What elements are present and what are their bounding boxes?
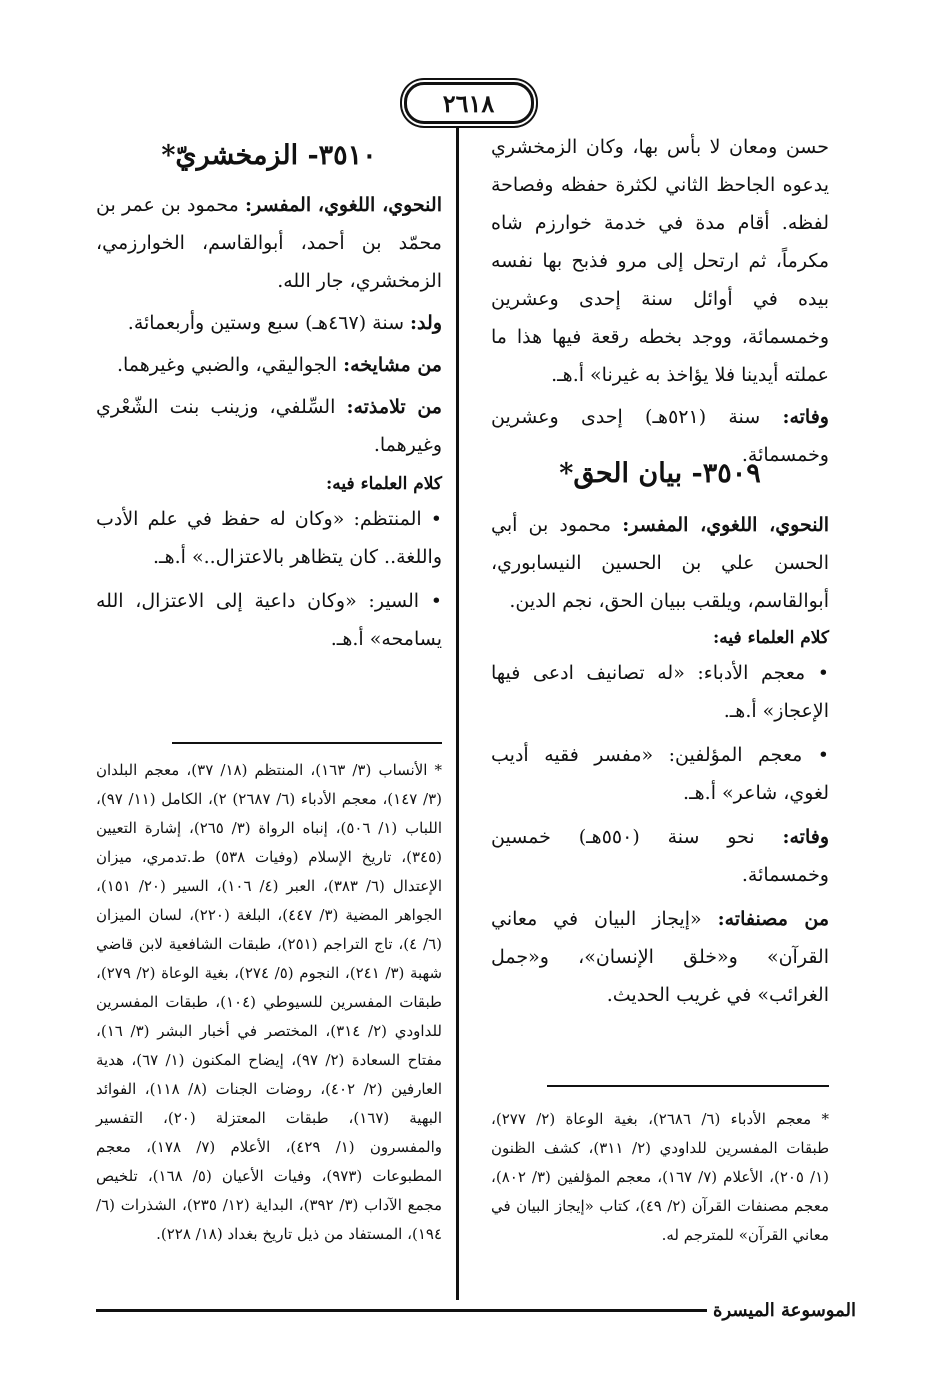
- quote-siyar: • السير: «وكان داعية إلى الاعتزال، الله يسامحه» أ.هـ.: [96, 582, 442, 658]
- footer-rule: [96, 1309, 707, 1312]
- left-footnote-block: [96, 742, 442, 1249]
- footer-title: الموسوعة الميسرة: [713, 1300, 856, 1321]
- page-number: ٢٦١٨: [404, 82, 534, 124]
- works: [491, 900, 829, 1014]
- description: [491, 506, 829, 620]
- works-label: من مصنفاته:: [717, 908, 830, 930]
- left-footnote: * الأنساب (٣/ ١٦٣)، المنتظم (١٨/ ٣٧)، معجم البلدان (٣/ ١٤٧)، معجم الأدباء (٦/ ٢٦٨٧) ٢)، الكامل (١١/ ٩٧)، اللباب (١/ ٥٠٦)، إنباه الرواة (٣/ ٢٦٥)، إشارة التعيين (٣٤٥)، تاريخ الإسلام (وفيات ٥٣٨) ط.تدمري، ميزان الإعتدال (٦/ ٣٨٣)، العبر (٤/ ١٠٦)، السير (٢٠/ ١٥١)، الجواهر المضية (٣/ ٤٤٧)، البلغة (٢٢٠)، لسان الميزان (٦/ ٤)، تاج التراجم (٢٥١)، طبقات الشافعية لابن قاضي شهبة (٣/ ٢٤١)، النجوم (٥/ ٢٧٤)، بغية الوعاة (٢/ ٢٧٩)، طبقات المفسرين للسيوطي (١٠٤)، طبقات المفسرين للداودي (٢/ ٣١٤)، المختصر في أخبار البشر (٣/ ١٦)، مفتاح السعادة (٢/ ٩٧)، إيضاح المكنون (١/ ٦٧)، هدية العارفين (٢/ ٤٠٢)، روضات الجنات (٨/ ١١٨)، الفوائد البهية (١٦٧)، طبقات المعتزلة (٢٠)، التفسير والمفسرون (١/ ٤٢٩)، الأعلام (٧/ ١٧٨)، معجم المطبوعات (٩٧٣)، وفيات الأعيان (٥/ ١٦٨)، تلخيص مجمع الآداب (٣/ ٣٩٢)، البداية (١٢/ ٢٣٥)، الشذرات (٦/ ١٩٤)، المستفاد من ذيل تاريخ بغداد (١٨/ ٢٢٨).: [96, 761, 443, 1243]
- right-entry: [491, 452, 829, 1014]
- description-text: محمود بن عمر بن محمّد بن أحمد، أبوالقاسم، الخوارزمي، الزمخشري، جار الله.: [96, 194, 442, 292]
- death-text: سنة (٥٢١هـ) إحدى وعشرين وخمسمائة.: [491, 406, 829, 466]
- entry-title-bayan-al-haqq: ٣٥٠٩- بيان الحق*: [559, 458, 761, 489]
- students-text: السِّلفي، وزينب بنت الشّعْري وغيرهما.: [96, 396, 442, 456]
- entry-title-zamakhshari: ٣٥١٠- الزمخشريّ*: [161, 140, 377, 171]
- born-line: [96, 304, 442, 342]
- footnote-rule: [172, 742, 442, 744]
- description-label: النحوي، اللغوي، المفسر:: [622, 514, 830, 536]
- born-text: سنة (٤٦٧هـ) سبع وستين وأربعمائة.: [127, 312, 404, 334]
- description: [96, 186, 442, 300]
- works-text: «إيجاز البيان في معاني القرآن» و«خلق الإنسان»، و«جمل الغرائب» في غريب الحديث.: [491, 908, 829, 1006]
- quote-muajam-udaba: • معجم الأدباء: «له تصانيف ادعى فيها الإعجاز» أ.هـ.: [491, 654, 829, 730]
- intro-paragraph: حسن ومعان لا بأس بها، وكان الزمخشري يدعوه الجاحظ الثاني لكثرة حفظه وفصاحة لفظه. أقام مدة في خدمة خوارزم شاه مكرماً، ثم ارتحل إلى مرو فذبح بها نفسه بيده في أوائل سنة إحدى وعشرين وخمسمائة، ووجد بخطه رقعة فيها هذا ما عملته أيدينا فلا يؤاخذ به غيرنا» أ.هـ.: [491, 136, 829, 386]
- death-label: وفاته:: [782, 406, 829, 428]
- born-label: ولد:: [410, 312, 442, 334]
- right-footnote-block: [491, 1085, 829, 1250]
- death-label-2: وفاته:: [782, 826, 829, 848]
- teachers-line: [96, 346, 442, 384]
- quote-muajam-muallifin: • معجم المؤلفين: «مفسر فقيه أديب لغوي، شاعر» أ.هـ.: [491, 736, 829, 812]
- scholars-heading: كلام العلماء فيه:: [713, 628, 829, 648]
- right-column: [491, 128, 829, 474]
- column-divider: [456, 128, 459, 1300]
- teachers-label: من مشايخه:: [343, 354, 442, 376]
- teachers-text: الجواليقي، والضبي وغيرهما.: [116, 354, 338, 376]
- death-text-2: نحو سنة (٥٥٠هـ) خمسين وخمسمائة.: [491, 826, 829, 886]
- death-line-2: [491, 818, 829, 894]
- left-column: [96, 128, 442, 658]
- quote-muntazam: • المنتظم: «وكان له حفظ في علم الأدب واللغة.. كان يتظاهر بالاعتزال..» أ.هـ.: [96, 500, 442, 576]
- footnote-rule: [547, 1085, 829, 1087]
- description-label: النحوي، اللغوي، المفسر:: [245, 194, 442, 216]
- scholars-heading: كلام العلماء فيه:: [326, 474, 442, 494]
- students-line: [96, 388, 442, 464]
- students-label: من تلامذته:: [346, 396, 442, 418]
- description-text: محمود بن أبي الحسن علي بن الحسين النيسابوري، أبوالقاسم، ويلقب ببيان الحق، نجم الدين.: [491, 514, 829, 612]
- right-footnote: * معجم الأدباء (٦/ ٢٦٨٦)، بغية الوعاة (٢/ ٢٧٧)، طبقات المفسرين للداودي (٢/ ٣١١)، كشف الظنون (١/ ٢٠٥)، الأعلام (٧/ ١٦٧)، معجم المؤلفين (٣/ ٨٠٢)، معجم مصنفات القرآن (٢/ ٤٩)، كتاب «إيجاز البيان في معاني القرآن» للمترجم له.: [491, 1110, 830, 1244]
- page-number-container: [0, 78, 937, 128]
- page-footer: [96, 1300, 856, 1321]
